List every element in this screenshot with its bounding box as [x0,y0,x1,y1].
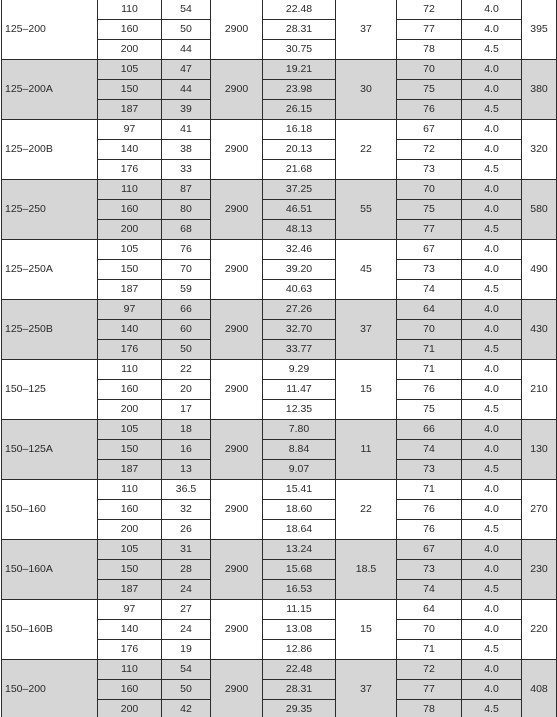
head-cell: 36.5 [162,480,211,500]
npshr-cell: 4.5 [462,100,522,120]
head-cell: 39 [162,100,211,120]
power-cell: 20.13 [263,140,336,160]
head-cell: 50 [162,680,211,700]
flow-cell: 200 [98,220,162,240]
head-cell: 80 [162,200,211,220]
power-cell: 16.53 [263,580,336,600]
model-cell: 125–200A [2,60,98,120]
speed-cell: 2900 [211,240,263,300]
head-cell: 13 [162,460,211,480]
npsh-cell: 30 [336,60,397,120]
weight-cell: 395 [522,0,557,60]
npshr-cell: 4.0 [462,0,522,20]
npshr-cell: 4.5 [462,220,522,240]
npsh-cell: 22 [336,480,397,540]
power-cell: 11.15 [263,600,336,620]
efficiency-cell: 71 [397,360,462,380]
efficiency-cell: 74 [397,580,462,600]
flow-cell: 105 [98,420,162,440]
efficiency-cell: 70 [397,60,462,80]
npshr-cell: 4.0 [462,660,522,680]
npshr-cell: 4.0 [462,440,522,460]
head-cell: 32 [162,500,211,520]
flow-cell: 105 [98,540,162,560]
efficiency-cell: 71 [397,640,462,660]
head-cell: 54 [162,0,211,20]
weight-cell: 130 [522,420,557,480]
flow-cell: 105 [98,60,162,80]
flow-cell: 150 [98,260,162,280]
power-cell: 18.64 [263,520,336,540]
npshr-cell: 4.0 [462,560,522,580]
head-cell: 24 [162,620,211,640]
weight-cell: 210 [522,360,557,420]
model-cell: 125–250A [2,240,98,300]
model-cell: 150–125A [2,420,98,480]
flow-cell: 150 [98,560,162,580]
efficiency-cell: 73 [397,260,462,280]
efficiency-cell: 67 [397,240,462,260]
model-cell: 150–200 [2,660,98,717]
power-cell: 28.31 [263,680,336,700]
model-cell: 150–160A [2,540,98,600]
power-cell: 18.60 [263,500,336,520]
npshr-cell: 4.0 [462,420,522,440]
weight-cell: 320 [522,120,557,180]
npshr-cell: 4.0 [462,260,522,280]
power-cell: 11.47 [263,380,336,400]
head-cell: 26 [162,520,211,540]
npshr-cell: 4.5 [462,400,522,420]
head-cell: 38 [162,140,211,160]
flow-cell: 176 [98,340,162,360]
efficiency-cell: 72 [397,0,462,20]
efficiency-cell: 73 [397,160,462,180]
head-cell: 50 [162,20,211,40]
efficiency-cell: 71 [397,480,462,500]
model-cell: 125–200 [2,0,98,60]
npshr-cell: 4.0 [462,540,522,560]
efficiency-cell: 75 [397,400,462,420]
efficiency-cell: 74 [397,440,462,460]
head-cell: 50 [162,340,211,360]
power-cell: 15.68 [263,560,336,580]
flow-cell: 97 [98,120,162,140]
head-cell: 31 [162,540,211,560]
npshr-cell: 4.0 [462,500,522,520]
flow-cell: 110 [98,660,162,680]
flow-cell: 160 [98,20,162,40]
head-cell: 68 [162,220,211,240]
head-cell: 44 [162,80,211,100]
weight-cell: 580 [522,180,557,240]
head-cell: 54 [162,660,211,680]
efficiency-cell: 76 [397,100,462,120]
efficiency-cell: 76 [397,380,462,400]
npsh-cell: 15 [336,600,397,660]
power-cell: 46.51 [263,200,336,220]
flow-cell: 200 [98,400,162,420]
flow-cell: 110 [98,0,162,20]
power-cell: 48.13 [263,220,336,240]
npshr-cell: 4.5 [462,580,522,600]
npshr-cell: 4.0 [462,20,522,40]
model-cell: 150–160 [2,480,98,540]
head-cell: 60 [162,320,211,340]
table-row [2,300,557,320]
efficiency-cell: 66 [397,420,462,440]
npsh-cell: 22 [336,120,397,180]
flow-cell: 200 [98,700,162,717]
table-row [2,660,557,680]
head-cell: 22 [162,360,211,380]
table-row [2,600,557,620]
table-row [2,0,557,20]
weight-cell: 230 [522,540,557,600]
efficiency-cell: 67 [397,540,462,560]
head-cell: 16 [162,440,211,460]
speed-cell: 2900 [211,300,263,360]
efficiency-cell: 75 [397,80,462,100]
head-cell: 70 [162,260,211,280]
npshr-cell: 4.0 [462,360,522,380]
efficiency-cell: 72 [397,140,462,160]
efficiency-cell: 77 [397,220,462,240]
power-cell: 37.25 [263,180,336,200]
power-cell: 13.24 [263,540,336,560]
power-cell: 26.15 [263,100,336,120]
power-cell: 13.08 [263,620,336,640]
flow-cell: 176 [98,160,162,180]
weight-cell: 490 [522,240,557,300]
npshr-cell: 4.0 [462,620,522,640]
table-row [2,180,557,200]
npshr-cell: 4.0 [462,140,522,160]
head-cell: 17 [162,400,211,420]
speed-cell: 2900 [211,0,263,60]
head-cell: 87 [162,180,211,200]
head-cell: 42 [162,700,211,717]
table-row [2,120,557,140]
npshr-cell: 4.0 [462,480,522,500]
efficiency-cell: 77 [397,680,462,700]
power-cell: 15.41 [263,480,336,500]
npsh-cell: 15 [336,360,397,420]
weight-cell: 220 [522,600,557,660]
flow-cell: 200 [98,520,162,540]
power-cell: 33.77 [263,340,336,360]
power-cell: 12.35 [263,400,336,420]
table-row [2,60,557,80]
efficiency-cell: 75 [397,200,462,220]
efficiency-cell: 70 [397,180,462,200]
flow-cell: 97 [98,300,162,320]
power-cell: 40.63 [263,280,336,300]
npshr-cell: 4.5 [462,700,522,717]
efficiency-cell: 70 [397,320,462,340]
table-row [2,480,557,500]
power-cell: 32.46 [263,240,336,260]
power-cell: 21.68 [263,160,336,180]
efficiency-cell: 74 [397,280,462,300]
efficiency-cell: 71 [397,340,462,360]
npshr-cell: 4.0 [462,180,522,200]
power-cell: 32.70 [263,320,336,340]
npshr-cell: 4.5 [462,40,522,60]
npshr-cell: 4.5 [462,280,522,300]
model-cell: 150–125 [2,360,98,420]
speed-cell: 2900 [211,540,263,600]
flow-cell: 160 [98,380,162,400]
power-cell: 9.29 [263,360,336,380]
efficiency-cell: 77 [397,20,462,40]
head-cell: 66 [162,300,211,320]
npshr-cell: 4.0 [462,380,522,400]
flow-cell: 110 [98,360,162,380]
power-cell: 19.21 [263,60,336,80]
speed-cell: 2900 [211,120,263,180]
efficiency-cell: 78 [397,700,462,717]
flow-cell: 187 [98,100,162,120]
power-cell: 12.86 [263,640,336,660]
npsh-cell: 18.5 [336,540,397,600]
npshr-cell: 4.0 [462,600,522,620]
npsh-cell: 37 [336,0,397,60]
table-row [2,420,557,440]
flow-cell: 140 [98,320,162,340]
efficiency-cell: 76 [397,520,462,540]
head-cell: 18 [162,420,211,440]
flow-cell: 160 [98,680,162,700]
npshr-cell: 4.0 [462,240,522,260]
flow-cell: 105 [98,240,162,260]
power-cell: 8.84 [263,440,336,460]
head-cell: 20 [162,380,211,400]
flow-cell: 176 [98,640,162,660]
table-row [2,360,557,380]
efficiency-cell: 73 [397,560,462,580]
speed-cell: 2900 [211,660,263,717]
flow-cell: 110 [98,180,162,200]
flow-cell: 140 [98,140,162,160]
flow-cell: 187 [98,460,162,480]
flow-cell: 200 [98,40,162,60]
npshr-cell: 4.5 [462,640,522,660]
npsh-cell: 45 [336,240,397,300]
npshr-cell: 4.0 [462,680,522,700]
flow-cell: 150 [98,440,162,460]
model-cell: 125–250 [2,180,98,240]
npshr-cell: 4.5 [462,340,522,360]
head-cell: 59 [162,280,211,300]
model-cell: 125–200B [2,120,98,180]
table-row [2,540,557,560]
power-cell: 39.20 [263,260,336,280]
efficiency-cell: 73 [397,460,462,480]
power-cell: 9.07 [263,460,336,480]
flow-cell: 110 [98,480,162,500]
npshr-cell: 4.5 [462,160,522,180]
head-cell: 24 [162,580,211,600]
npsh-cell: 37 [336,660,397,717]
speed-cell: 2900 [211,180,263,240]
head-cell: 33 [162,160,211,180]
power-cell: 7.80 [263,420,336,440]
npsh-cell: 55 [336,180,397,240]
speed-cell: 2900 [211,480,263,540]
head-cell: 27 [162,600,211,620]
head-cell: 44 [162,40,211,60]
power-cell: 23.98 [263,80,336,100]
power-cell: 22.48 [263,0,336,20]
flow-cell: 160 [98,500,162,520]
pump-spec-table [1,0,557,717]
npsh-cell: 37 [336,300,397,360]
efficiency-cell: 64 [397,300,462,320]
npshr-cell: 4.0 [462,60,522,80]
npshr-cell: 4.0 [462,320,522,340]
power-cell: 16.18 [263,120,336,140]
power-cell: 28.31 [263,20,336,40]
npshr-cell: 4.0 [462,300,522,320]
flow-cell: 140 [98,620,162,640]
power-cell: 30.75 [263,40,336,60]
speed-cell: 2900 [211,420,263,480]
power-cell: 22.48 [263,660,336,680]
speed-cell: 2900 [211,600,263,660]
speed-cell: 2900 [211,60,263,120]
efficiency-cell: 70 [397,620,462,640]
weight-cell: 408 [522,660,557,717]
flow-cell: 97 [98,600,162,620]
head-cell: 76 [162,240,211,260]
power-cell: 29.35 [263,700,336,717]
npsh-cell: 11 [336,420,397,480]
npshr-cell: 4.5 [462,520,522,540]
efficiency-cell: 78 [397,40,462,60]
head-cell: 19 [162,640,211,660]
head-cell: 28 [162,560,211,580]
weight-cell: 430 [522,300,557,360]
flow-cell: 187 [98,580,162,600]
npshr-cell: 4.5 [462,460,522,480]
head-cell: 47 [162,60,211,80]
flow-cell: 160 [98,200,162,220]
efficiency-cell: 67 [397,120,462,140]
flow-cell: 187 [98,280,162,300]
head-cell: 41 [162,120,211,140]
npshr-cell: 4.0 [462,80,522,100]
npshr-cell: 4.0 [462,120,522,140]
efficiency-cell: 64 [397,600,462,620]
efficiency-cell: 76 [397,500,462,520]
efficiency-cell: 72 [397,660,462,680]
model-cell: 150–160B [2,600,98,660]
power-cell: 27.26 [263,300,336,320]
flow-cell: 150 [98,80,162,100]
table-row [2,240,557,260]
speed-cell: 2900 [211,360,263,420]
weight-cell: 380 [522,60,557,120]
model-cell: 125–250B [2,300,98,360]
npshr-cell: 4.0 [462,200,522,220]
weight-cell: 270 [522,480,557,540]
